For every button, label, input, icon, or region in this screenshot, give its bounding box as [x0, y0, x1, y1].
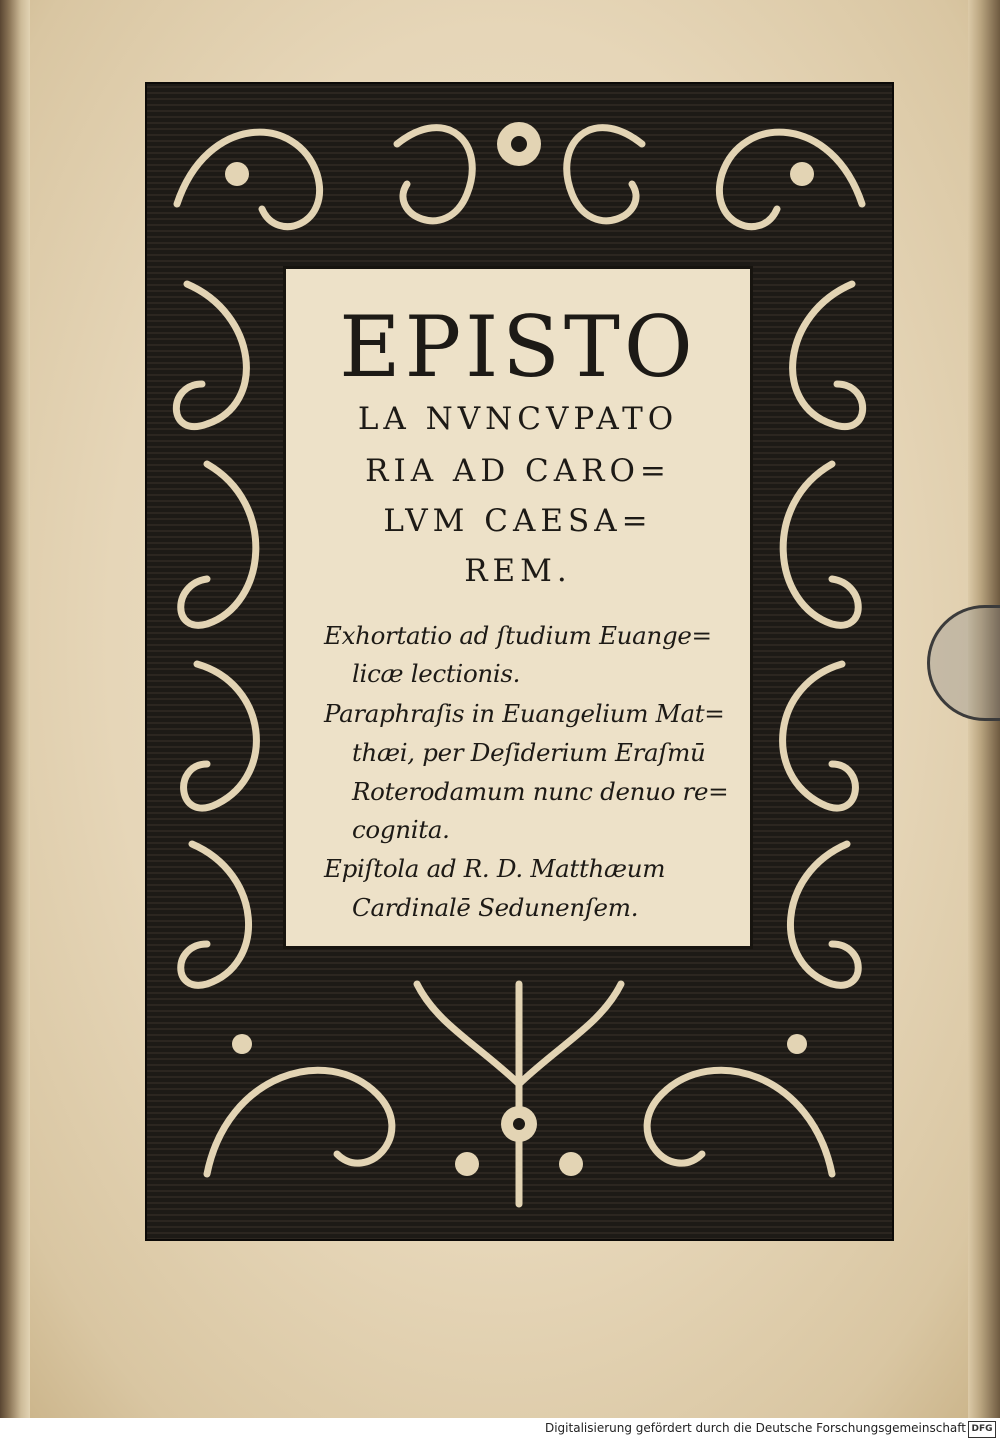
title-line-4: LVM CAESA= — [383, 503, 653, 539]
title-line-3: RIA AD CARO= — [365, 453, 671, 489]
body-line-6: cognita. — [352, 815, 450, 844]
title-line-5: REM. — [464, 553, 572, 589]
title-panel — [283, 266, 753, 949]
body-line-1: Exhortatio ad ſtudium Euange= — [324, 621, 712, 650]
title-line-2: LA NVNCVPATO — [357, 401, 679, 437]
book-spine — [0, 0, 30, 1418]
digitization-footer — [0, 1418, 1000, 1440]
body-line-4: thæi, per Deſiderium Eraſmū — [352, 738, 706, 767]
body-line-7: Epiſtola ad R. D. Matthæum — [324, 854, 666, 883]
body-line-8: Cardinalē Sedunenſem. — [352, 893, 639, 922]
body-line-3: Paraphraſis in Euangelium Mat= — [324, 699, 725, 728]
dfg-logo: DFG — [968, 1421, 996, 1438]
body-line-2: licæ lectionis. — [352, 659, 521, 688]
title-line-1: EPISTO — [339, 298, 697, 396]
clasp-tab — [927, 605, 1000, 721]
footer-credit: Digitalisierung gefördert durch die Deutsche Forschungsgemeinschaft — [544, 1421, 966, 1435]
body-line-5: Roterodamum nunc denuo re= — [352, 777, 729, 806]
